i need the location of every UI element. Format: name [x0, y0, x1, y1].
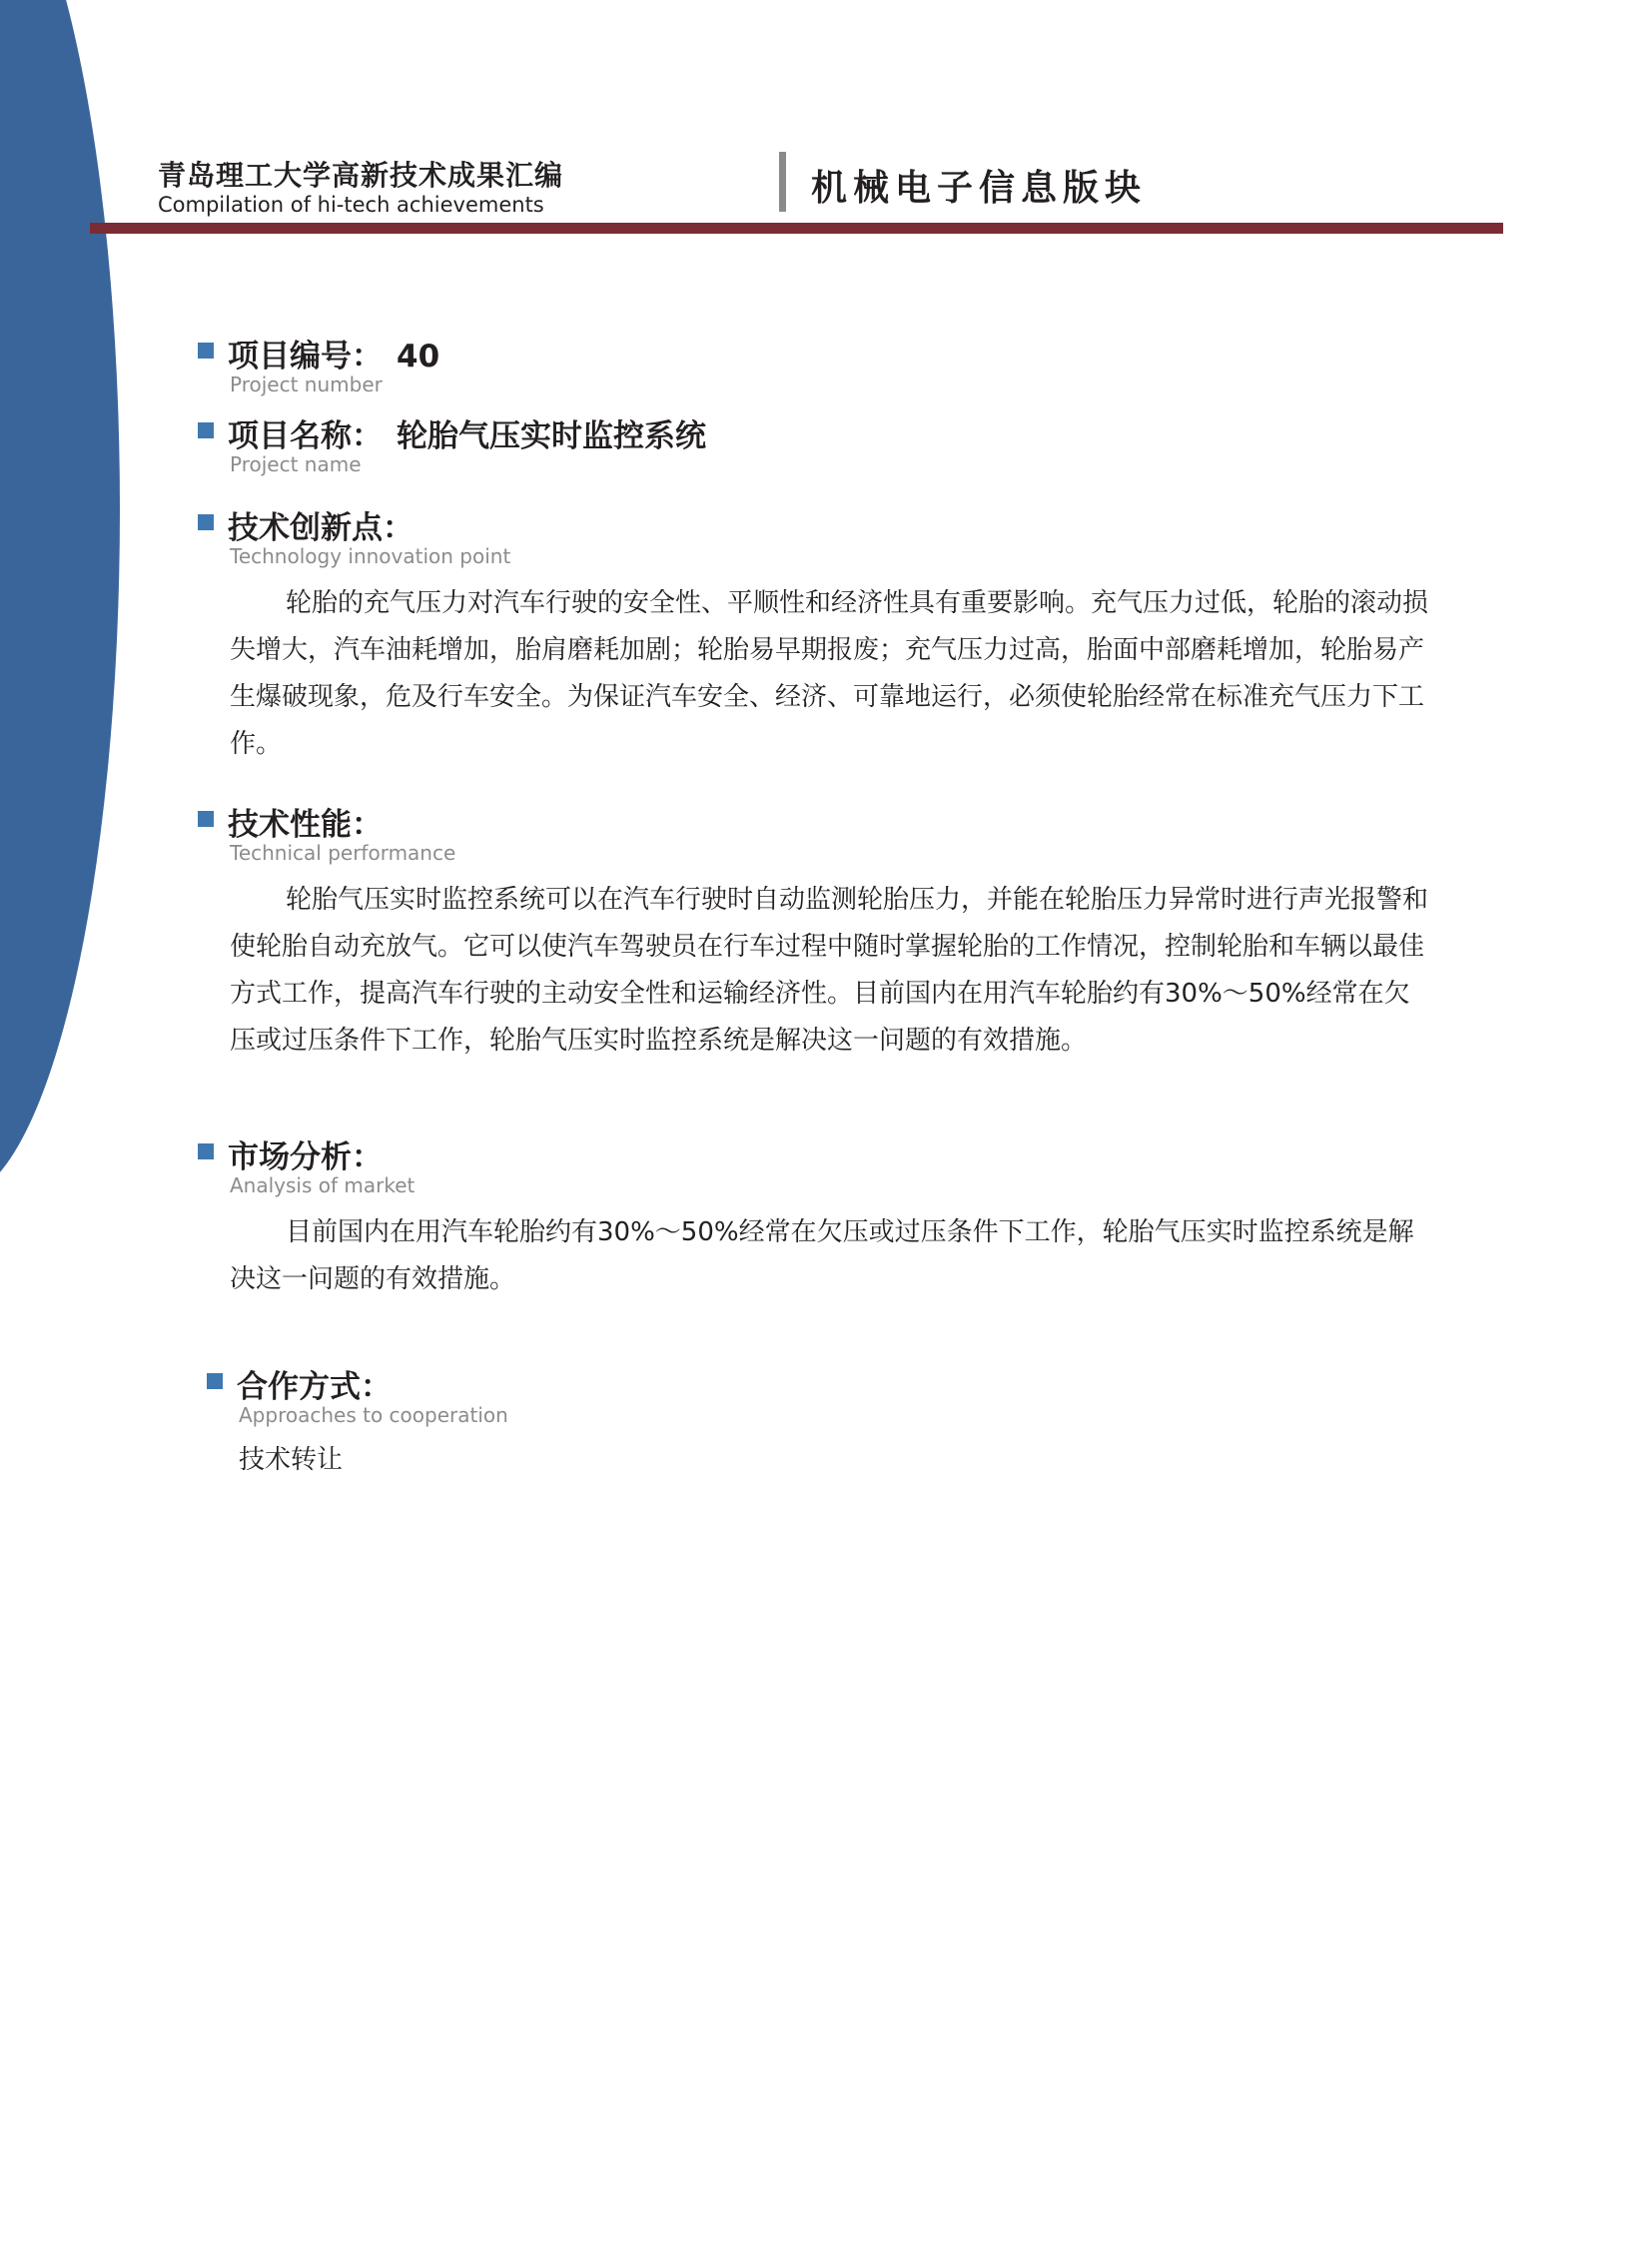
section-title: 市场分析：: [228, 1139, 383, 1175]
decorative-side-band: [0, 0, 120, 1198]
project-number-value: 40: [397, 339, 440, 374]
header-title-cn: 青岛理工大学高新技术成果汇编: [158, 159, 564, 192]
header-divider: [779, 152, 786, 212]
header-section-title: 机械电子信息版块: [811, 167, 1148, 209]
section-body: 技术转让: [239, 1445, 344, 1475]
project-name-value: 轮胎气压实时监控系统: [397, 418, 706, 454]
section-body: 轮胎气压实时监控系统可以在汽车行驶时自动监测轮胎压力，并能在轮胎压力异常时进行声光报警和使轮胎自动充放气。它可以使汽车驾驶员在行车过程中随时掌握轮胎的工作情况，控制轮胎和车辆以最佳方式工作，提高汽车行驶的主动安全性和运输经济性。目前国内在用汽车轮胎约有30%～50%经常在欠压或过压条件下工作，轮胎气压实时监控系统是解决这一问题的有效措施。: [230, 885, 1429, 1056]
header-title-en: Compilation of hi-tech achievements: [158, 193, 544, 217]
section-subtitle: Technology innovation point: [230, 544, 511, 568]
section-subtitle: Approaches to cooperation: [239, 1403, 508, 1427]
square-bullet-icon: [198, 811, 214, 827]
section-body: 目前国内在用汽车轮胎约有30%～50%经常在欠压或过压条件下工作，轮胎气压实时监控系统是解决这一问题的有效措施。: [230, 1217, 1414, 1294]
square-bullet-icon: [198, 422, 214, 438]
section-title: 合作方式：: [237, 1369, 392, 1405]
square-bullet-icon: [198, 1143, 214, 1159]
square-bullet-icon: [198, 514, 214, 530]
section-subtitle: Project name: [230, 452, 362, 476]
section-title: 项目名称： 轮胎气压实时监控系统: [228, 418, 706, 454]
section-title: 技术性能：: [228, 807, 383, 843]
section-subtitle: Project number: [230, 373, 383, 396]
section-title: 技术创新点：: [228, 510, 413, 546]
section-subtitle: Technical performance: [230, 841, 456, 865]
square-bullet-icon: [198, 343, 214, 359]
square-bullet-icon: [207, 1373, 223, 1389]
section-title: 项目编号： 40: [228, 339, 440, 374]
header-rule: [90, 223, 1503, 234]
section-subtitle: Analysis of market: [230, 1173, 415, 1197]
section-body: 轮胎的充气压力对汽车行驶的安全性、平顺性和经济性具有重要影响。充气压力过低，轮胎的滚动损失增大，汽车油耗增加，胎肩磨耗加剧；轮胎易早期报废；充气压力过高，胎面中部磨耗增加，轮胎易产生爆破现象，危及行车安全。为保证汽车安全、经济、可靠地运行，必须使轮胎经常在标准充气压力下工作。: [230, 588, 1429, 759]
